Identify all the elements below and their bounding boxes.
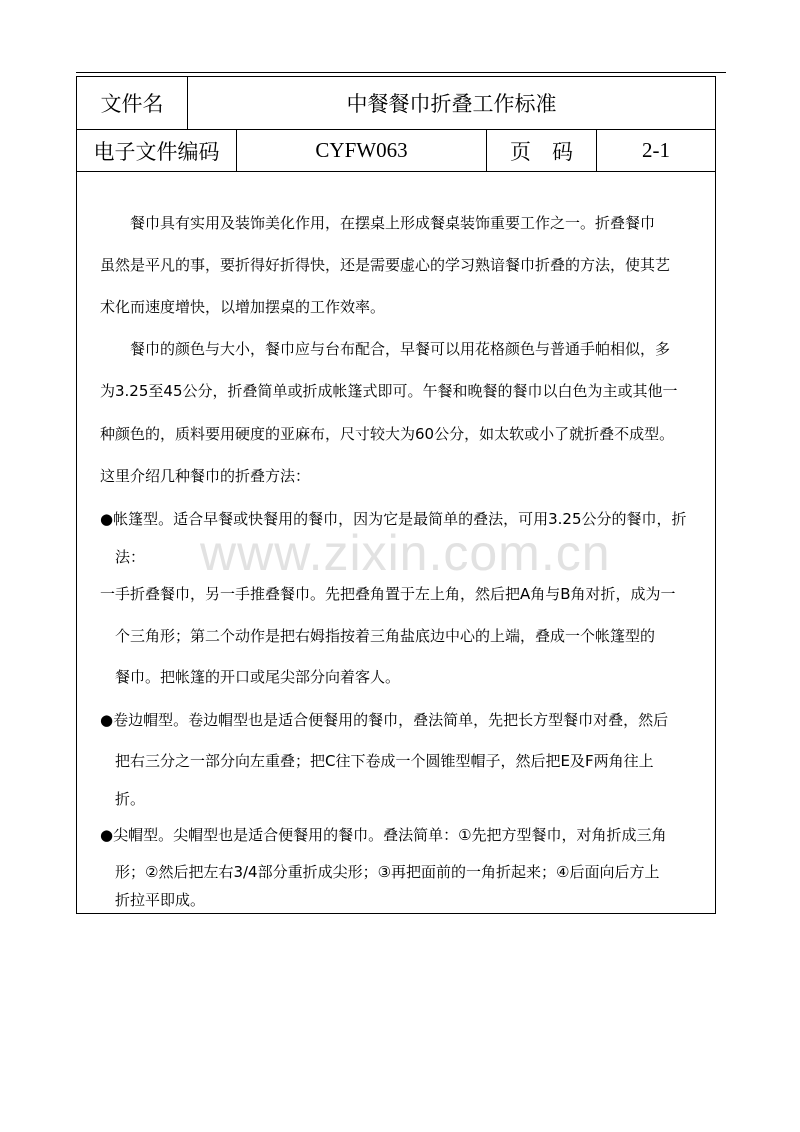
body-line: 餐巾的颜色与大小，餐巾应与台布配合，早餐可以用花格颜色与普通手帕相似，多: [130, 340, 671, 358]
body-line: 法：: [115, 548, 146, 566]
page-value: 2-1: [642, 138, 670, 162]
body-line: 折。: [115, 790, 146, 808]
body-line: ●尖帽型。尖帽型也是适合便餐用的餐巾。叠法简单：①先把方型餐巾，对角折成三角: [100, 826, 667, 844]
body-line: 术化而速度增快，以增加摆桌的工作效率。: [100, 298, 386, 316]
body-line: 餐巾具有实用及装饰美化作用，在摆桌上形成餐桌装饰重要工作之一。折叠餐巾: [130, 214, 656, 232]
body-line: ●帐篷型。适合早餐或快餐用的餐巾，因为它是最简单的叠法，可用3.25公分的餐巾，折: [100, 510, 687, 528]
body-line: ●卷边帽型。卷边帽型也是适合便餐用的餐巾，叠法简单，先把长方型餐巾对叠，然后: [100, 711, 669, 729]
body-line: 把右三分之一部分向左重叠；把C往下卷成一个圆锥型帽子，然后把E及F两角往上: [115, 752, 654, 770]
document-title: 中餐餐巾折叠工作标准: [346, 92, 557, 116]
body-line: 个三角形；第二个动作是把右姆指按着三角盐底边中心的上端，叠成一个帐篷型的: [115, 627, 656, 645]
body-line: 折拉平即成。: [115, 891, 206, 909]
code-value: CYFW063: [237, 130, 487, 171]
code-label: 电子文件编码: [77, 130, 237, 171]
code-row: [77, 130, 715, 172]
body-line: 形；②然后把左右3/4部分重折成尖形；③再把面前的一角折起来；④后面向后方上: [115, 863, 660, 881]
top-rule: [76, 72, 726, 73]
file-name-label: 文件名: [77, 77, 188, 129]
watermark: www.zixin.com.cn: [200, 525, 611, 581]
body-line: 虽然是平凡的事，要折得好折得快，还是需要虚心的学习熟谙餐巾折叠的方法，使其艺: [100, 256, 671, 274]
body-line: 餐巾。把帐篷的开口或尾尖部分向着客人。: [115, 668, 401, 686]
body-line: 为3.25至45公分，折叠简单或折成帐篷式即可。午餐和晚餐的餐巾以白色为主或其他一: [100, 382, 678, 400]
body-line: 种颜色的，质料要用硬度的亚麻布，尺寸较大为60公分，如太软或小了就折叠不成型。: [100, 425, 675, 443]
page-label: 页 码: [487, 130, 597, 171]
body-line: 一手折叠餐巾，另一手推叠餐巾。先把叠角置于左上角，然后把A角与B角对折，成为一: [100, 585, 676, 603]
title-row: [77, 77, 715, 130]
body-line: 这里介绍几种餐巾的折叠方法：: [100, 467, 311, 485]
standard-table: [76, 76, 716, 914]
